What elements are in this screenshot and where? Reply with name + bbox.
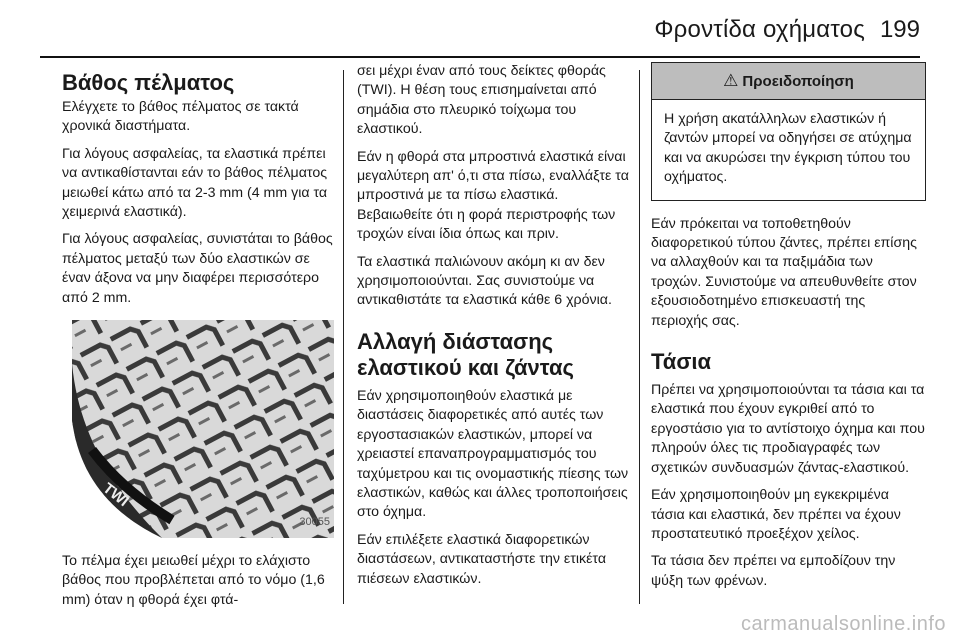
warning-box — [651, 62, 926, 201]
column-divider — [639, 70, 640, 604]
paragraph: Τα τάσια δεν πρέπει να εμποδίζουν την ψύξη των φρένων. — [651, 553, 896, 589]
section-title: Φροντίδα οχήματος — [654, 16, 865, 43]
paragraph: Το πέλμα έχει μειωθεί μέχρι το ελάχιστο βάθος που προβλέπεται από το νόμο (1,6 mm) όταν η φθορά έχει φτά- — [62, 553, 325, 608]
warning-header — [652, 63, 925, 100]
paragraph: Εάν χρησιμοποιηθούν μη εγκεκριμένα τάσια και ελαστικά, δεν πρέπει να έχουν προστατευτικό προεξέχον χείλος. — [651, 487, 901, 542]
column-divider — [343, 70, 344, 604]
warning-text: Η χρήση ακατάλληλων ελαστικών ή ζαντών μπορεί να οδηγήσει σε ατύχημα και να ακυρώσει την έγκριση τύπου του οχήματος. — [664, 111, 912, 186]
paragraph: Πρέπει να χρησιμοποιούνται τα τάσια και τα ελαστικά που έχουν εγκριθεί από το εργοστάσιο για το αντίστοιχο όχημα και που πληρούν όλες τις προδιαγραφές των σχετικών συνδυασμών ζάντας-ελαστικού. — [651, 382, 925, 476]
paragraph: Ελέγχετε το βάθος πέλματος σε τακτά χρονικά διαστήματα. — [62, 99, 299, 135]
paragraph: σει μέχρι έναν από τους δείκτες φθοράς (TWI). Η θέση τους επισημαίνεται από σημάδια στο πλευρικό τοίχωμα του ελαστικού. — [357, 63, 606, 138]
heading-tread-depth: Βάθος πέλματος — [62, 70, 235, 95]
paragraph: Εάν χρησιμοποιηθούν ελαστικά με διαστάσεις διαφορετικές από αυτές των εργοστασιακών ελαστικών, μπορεί να χρειαστεί επαναπρογραμματισμός του ταχύμετρου και τις ονομαστικής πίεσης των ελαστικών, καθώς και άλλες τροποποιήσεις στο όχημα. — [357, 387, 629, 521]
column-1 — [62, 62, 334, 618]
paragraph: Τα ελαστικά παλιώνουν ακόμη κι αν δεν χρησιμοποιούνται. Σας συνιστούμε να αντικαθιστάτε τα ελαστικά κάθε 6 χρόνια. — [357, 253, 612, 309]
warning-title: Προειδοποίηση — [742, 73, 854, 90]
heading-size-change: Αλλαγή διάστασης ελαστικού και ζάντας — [357, 328, 574, 380]
watermark: carmanualsonline.info — [740, 613, 946, 635]
tire-tread-drawing — [62, 320, 334, 538]
warning-icon: ⚠ — [723, 71, 739, 90]
header-divider — [40, 56, 920, 58]
tire-tread-illustration — [62, 320, 334, 538]
paragraph: Εάν πρόκειται να τοποθετηθούν διαφορετικού τύπου ζάντες, πρέπει επίσης να αλλαχθούν και τα παξιμάδια των τροχών. Συνιστούμε να απευθυνθείτε στον εξουσιοδοτημένο επισκευαστή της περιοχής σας. — [651, 215, 917, 329]
page-number: 199 — [879, 16, 920, 43]
column-3 — [651, 62, 926, 599]
paragraph: Για λόγους ασφαλείας, τα ελαστικά πρέπει να αντικαθίστανται εάν το βάθος πέλματος μειωθεί κάτω από τα 2-3 mm (4 mm για τα χειμερινά ελαστικά). — [62, 145, 328, 221]
twi-marker-label: TWI — [99, 479, 132, 511]
heading-wheel-covers: Τάσια — [651, 349, 712, 375]
figure-number: 30055 — [299, 515, 330, 528]
paragraph: Για λόγους ασφαλείας, συνιστάται το βάθος πέλματος μεταξύ των δύο ελαστικών σε έναν άξονα να μην διαφέρει περισσότερο από 2 mm. — [62, 231, 333, 306]
paragraph: Εάν επιλέξετε ελαστικά διαφορετικών διαστάσεων, αντικαταστήστε την ετικέτα πιέσεων ελαστικών. — [357, 531, 607, 587]
page-header — [0, 0, 960, 58]
paragraph: Εάν η φθορά στα μπροστινά ελαστικά είναι μεγαλύτερη απ' ό,τι στα πίσω, εναλλάξτε τα μπροστινά με τα πίσω ελαστικά. Βεβαιωθείτε ότι η φορά περιστροφής των τροχών είναι ίδια όπως και πριν. — [357, 148, 629, 243]
column-2 — [357, 62, 632, 597]
